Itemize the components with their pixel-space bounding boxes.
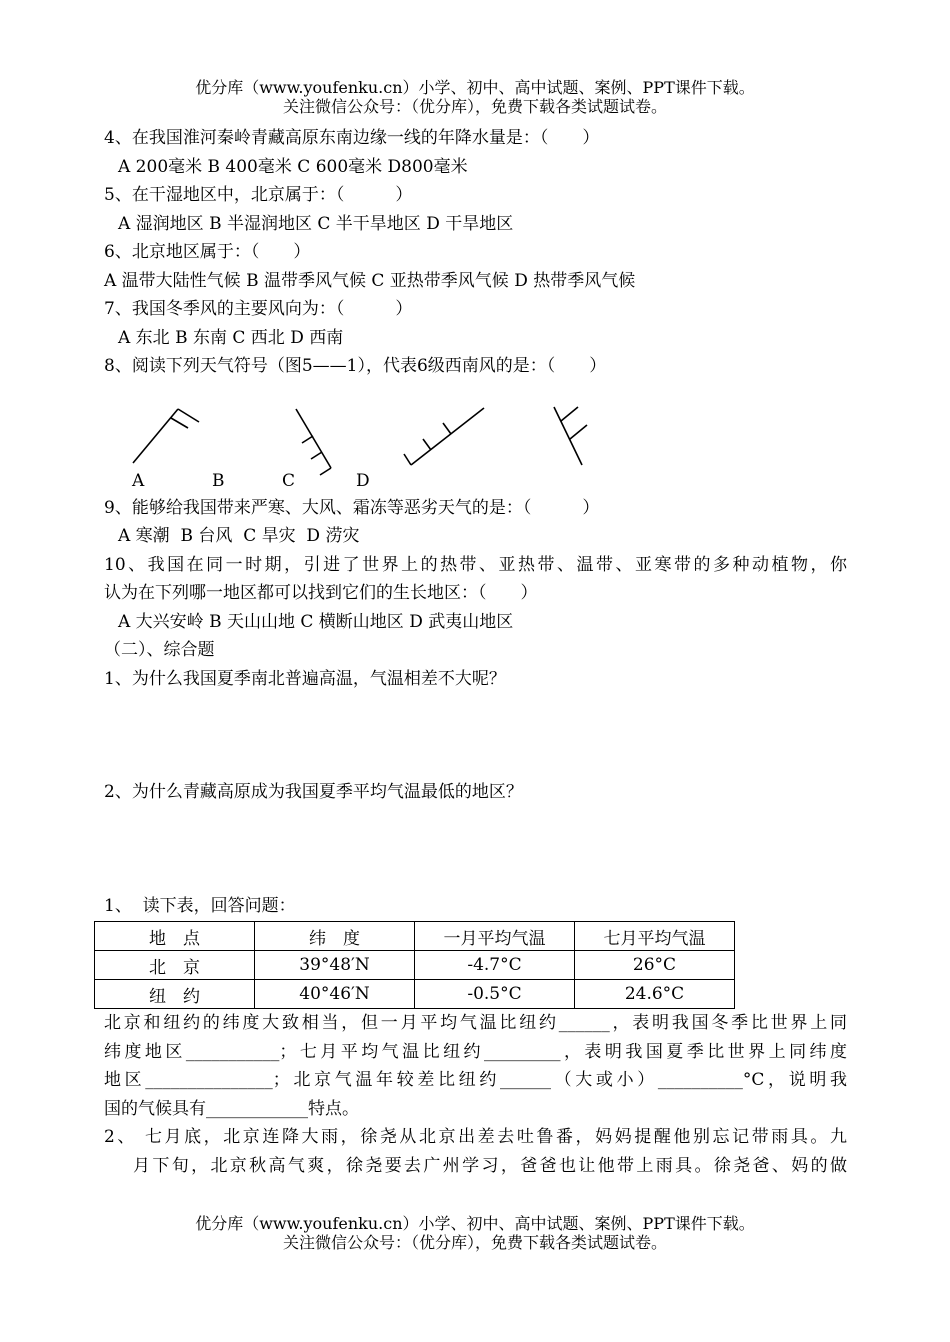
table-cell: 26°C: [575, 951, 735, 980]
header-line-1: 优分库（www.youfenku.cn）小学、初中、高中试题、案例、PPT课件下载。: [195, 78, 755, 97]
fill-in-line-1: 北京和纽约的纬度大致相当，但一月平均气温比纽约______，表明我国冬季比世界上同: [104, 1013, 847, 1033]
symbol-label-d: D: [356, 471, 370, 491]
question-10-line-1: 10、我国在同一时期，引进了世界上的热带、亚热带、温带、亚寒带的多种动植物，你: [104, 555, 847, 575]
fill-in-line-2: 纬度地区___________；七月平均气温比纽约_________，表明我国夏季比世界上同纬度: [104, 1042, 847, 1062]
question-2b-line-2: 月下旬，北京秋高气爽，徐尧要去广州学习，爸爸也让他带上雨具。徐尧爸、妈的做: [133, 1156, 847, 1176]
question-10-options: A 大兴安岭 B 天山山地 C 横断山地区 D 武夷山地区: [118, 612, 514, 632]
table-header-cell: 纬 度: [255, 922, 415, 951]
table-row: [95, 951, 735, 980]
table-cell: 24.6°C: [575, 980, 735, 1009]
temperature-table: [94, 921, 735, 1009]
question-6-options: A 温带大陆性气候 B 温带季风气候 C 亚热带季风气候 D 热带季风气候: [104, 271, 636, 291]
question-6: 6、北京地区属于：（ ）: [104, 242, 311, 262]
table-header-cell: 一月平均气温: [415, 922, 575, 951]
footer-line-2: 关注微信公众号：（优分库），免费下载各类试题试卷。: [282, 1233, 667, 1252]
question-9: 9、能够给我国带来严寒、大风、霜冻等恶劣天气的是：（ ）: [104, 498, 600, 518]
table-row: [95, 980, 735, 1009]
wind-symbol-a: [133, 409, 199, 463]
symbol-label-a: A: [132, 471, 145, 491]
question-5-options: A 湿润地区 B 半湿润地区 C 半干旱地区 D 干旱地区: [118, 214, 514, 234]
table-cell: 40°46′N: [255, 980, 415, 1009]
question-8: 8、阅读下列天气符号（图5——1），代表6级西南风的是：（ ）: [104, 356, 607, 376]
question-7-options: A 东北 B 东南 C 西北 D 西南: [118, 328, 344, 348]
table-header-row: [95, 922, 735, 951]
question-2b-line-1: 2、 七月底，北京连降大雨，徐尧从北京出差去吐鲁番，妈妈提醒他别忘记带雨具。九: [104, 1127, 847, 1147]
wind-symbol-d: [554, 395, 587, 465]
footer-line-1: 优分库（www.youfenku.cn）小学、初中、高中试题、案例、PPT课件下载。: [195, 1214, 755, 1233]
table-cell: -4.7°C: [415, 951, 575, 980]
question-10-line-2: 认为在下列哪一地区都可以找到它们的生长地区：（ ）: [104, 583, 538, 603]
weather-symbols-figure: [120, 395, 620, 490]
fill-in-line-3: 地区_______________；北京气温年较差比纽约______（大或小）__________°C，说明我: [104, 1070, 847, 1090]
essay-question-1: 1、为什么我国夏季南北普遍高温，气温相差不大呢？: [104, 669, 506, 689]
section-2-title: （二）、综合题: [104, 640, 215, 660]
question-4-options: A 200毫米 B 400毫米 C 600毫米 D800毫米: [118, 157, 468, 177]
wind-symbol-c: [404, 408, 484, 465]
essay-question-2: 2、为什么青藏高原成为我国夏季平均气温最低的地区？: [104, 782, 523, 802]
fill-in-line-4: 国的气候具有____________特点。: [104, 1099, 359, 1119]
symbol-label-b: B: [212, 471, 225, 491]
table-cell: 北 京: [95, 951, 255, 980]
table-question-intro: 1、 读下表，回答问题：: [104, 896, 296, 916]
table-header-cell: 七月平均气温: [575, 922, 735, 951]
table-cell: 纽 约: [95, 980, 255, 1009]
question-7: 7、我国冬季风的主要风向为：（ ）: [104, 299, 413, 319]
question-5: 5、在干湿地区中，北京属于：（ ）: [104, 185, 413, 205]
table-header-cell: 地 点: [95, 922, 255, 951]
symbol-label-c: C: [282, 471, 296, 491]
table-cell: 39°48′N: [255, 951, 415, 980]
question-9-options: A 寒潮 B 台风 C 旱灾 D 涝灾: [118, 526, 360, 546]
wind-symbol-b: [296, 409, 331, 475]
header-line-2: 关注微信公众号：（优分库），免费下载各类试题试卷。: [282, 97, 667, 116]
table-cell: -0.5°C: [415, 980, 575, 1009]
question-4: 4、在我国淮河秦岭青藏高原东南边缘一线的年降水量是：（ ）: [104, 128, 600, 148]
